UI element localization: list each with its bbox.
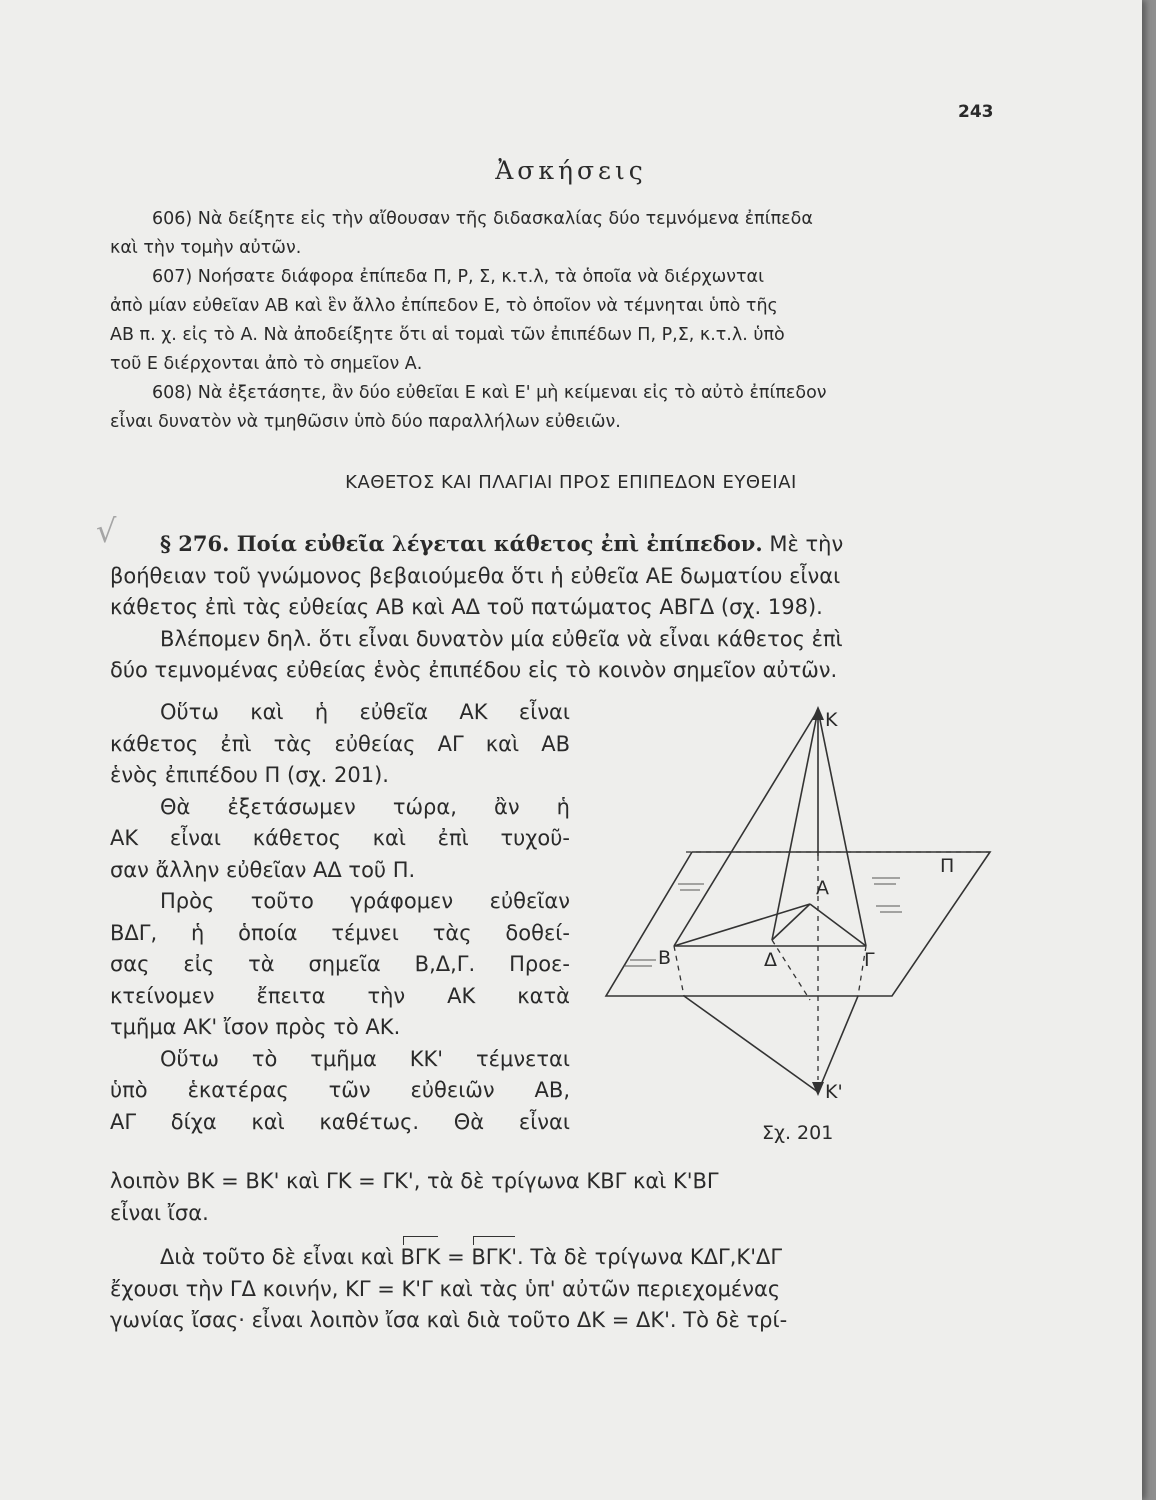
paragraph-276	[110, 528, 843, 687]
label-K: K	[825, 709, 838, 731]
exercise-607	[110, 263, 995, 379]
text-line: 608) Νὰ ἐξετάσητε, ἂν δύο εὐθεῖαι Ε καὶ Ε' μὴ κείμεναι εἰς τὸ αὐτὸ ἐπίπεδον	[152, 383, 827, 403]
text-line	[110, 528, 843, 561]
plane-outline	[606, 852, 990, 996]
exercise-606	[110, 205, 995, 263]
label-Kp: K'	[825, 1081, 843, 1103]
angle-bgkp: ΒΓΚ'	[471, 1242, 517, 1274]
text-line: ἀπὸ μίαν εὐθεῖαν ΑΒ καὶ ἓν ἄλλο ἐπίπεδον Ε, τὸ ὁποῖον νὰ τέμνηται ὑπὸ τῆς	[110, 296, 778, 316]
text-line: ΑΒ π. χ. εἰς τὸ Α. Νὰ ἀποδείξητε ὅτι αἱ τομαὶ τῶν ἐπιπέδων Π, Ρ,Σ, κ.τ.λ. ὑπὸ	[110, 325, 785, 345]
text-span: Μὲ τὴν	[762, 532, 844, 556]
text-line: ἔχουσι τὴν ΓΔ κοινήν, ΚΓ = Κ'Γ καὶ τὰς ὑπ' αὐτῶν περιεχομένας	[110, 1276, 781, 1301]
exercise-608	[110, 379, 995, 437]
text-span: Διὰ τοῦτο δὲ εἶναι καὶ	[160, 1245, 401, 1269]
figure-201	[600, 700, 1000, 1120]
text-line: σας εἰς τὰ σημεῖα Β,Δ,Γ. Προε-	[110, 952, 570, 976]
dashed-lower-D	[772, 940, 810, 1000]
full-width-text	[110, 1166, 995, 1229]
text-line: κάθετος ἐπὶ τὰς εὐθείας ΑΓ καὶ ΑΒ	[110, 731, 570, 756]
text-line: βοήθειαν τοῦ γνώμονος βεβαιούμεθα ὅτι ἡ εὐθεῖα ΑΕ δωματίου εἶναι	[110, 563, 841, 588]
label-G: Γ	[864, 949, 875, 971]
label-P: Π	[940, 855, 955, 877]
text-line: εἶναι ἴσα.	[110, 1200, 209, 1225]
text-line: δύο τεμνομένας εὐθείας ἑνὸς ἐπιπέδου εἰς τὸ κοινὸν σημεῖον αὐτῶν.	[110, 658, 838, 682]
text-line: Οὕτω τὸ τμῆμα ΚΚ' τέμνεται	[160, 1046, 570, 1071]
exercises-heading: Ἀσκήσεις	[495, 156, 647, 185]
label-A: Α	[816, 877, 829, 899]
angle-bgk: ΒΓΚ	[401, 1242, 441, 1274]
text-line: τμῆμα ΑΚ' ἴσον πρὸς τὸ ΑΚ.	[110, 1015, 401, 1039]
label-B: B	[658, 947, 672, 969]
section-title: ΚΑΘΕΤΟΣ ΚΑΙ ΠΛΑΓΙΑΙ ΠΡΟΣ ΕΠΙΠΕΔΟΝ ΕΥΘΕΙΑΙ	[345, 472, 797, 493]
text-span: . Τὰ δὲ τρίγωνα ΚΔΓ,Κ'ΔΓ	[517, 1245, 783, 1269]
segment-KG	[818, 710, 866, 946]
text-line: ἑνὸς ἐπιπέδου Π (σχ. 201).	[110, 763, 389, 787]
arrow-K	[812, 706, 824, 720]
segment-KpG	[818, 996, 858, 1092]
text-line: 607) Νοήσατε διάφορα ἐπίπεδα Π, Ρ, Σ, κ.τ.λ, τὰ ὁποῖα νὰ διέρχωνται	[152, 267, 765, 287]
text-line: καὶ τὴν τομὴν αὐτῶν.	[110, 238, 302, 258]
segment-AB	[674, 904, 810, 946]
narrow-column-text	[110, 697, 570, 1138]
text-line: ΒΔΓ, ἡ ὁποία τέμνει τὰς δοθεί-	[110, 920, 570, 945]
segment-KB	[674, 710, 818, 946]
text-line: Πρὸς τοῦτο γράφομεν εὐθεῖαν	[160, 889, 570, 913]
page-number: 243	[958, 102, 994, 122]
bottom-paragraph	[110, 1242, 995, 1337]
paragraph-title: § 276. Ποία εὐθεῖα λέγεται κάθετος ἐπὶ ἐπίπεδον.	[160, 531, 763, 556]
text-line: κάθετος ἐπὶ τὰς εὐθείας ΑΒ καὶ ΑΔ τοῦ πατώματος ΑΒΓΔ (σχ. 198).	[110, 595, 823, 619]
text-line	[110, 1242, 995, 1274]
text-line: τοῦ Ε διέρχονται ἀπὸ τὸ σημεῖον Α.	[110, 354, 423, 374]
margin-check-mark: √	[96, 512, 117, 550]
text-span: =	[440, 1245, 472, 1269]
text-line: Θὰ ἐξετάσωμεν τώρα, ἂν ἡ	[160, 794, 570, 819]
text-line: Οὕτω καὶ ἡ εὐθεῖα ΑΚ εἶναι	[160, 700, 570, 724]
text-line: σαν ἄλλην εὐθεῖαν ΑΔ τοῦ Π.	[110, 857, 416, 882]
text-line: ΑΓ δίχα καὶ καθέτως. Θὰ εἶναι	[110, 1109, 570, 1134]
dashed-lower-B	[674, 946, 684, 996]
text-line: 606) Νὰ δείξητε εἰς τὴν αἴθουσαν τῆς διδασκαλίας δύο τεμνόμενα ἐπίπεδα	[152, 209, 813, 229]
figure-caption: Σχ. 201	[762, 1122, 834, 1144]
segment-KpB	[684, 996, 818, 1092]
text-line: γωνίας ἴσας· εἶναι λοιπὸν ἴσα καὶ διὰ τοῦτο ΔΚ = ΔΚ'. Τὸ δὲ τρί-	[110, 1308, 788, 1332]
label-D: Δ	[764, 949, 777, 971]
text-line: κτείνομεν ἔπειτα τὴν ΑΚ κατὰ	[110, 983, 570, 1008]
text-line: Βλέπομεν δηλ. ὅτι εἶναι δυνατὸν μία εὐθεῖα νὰ εἶναι κάθετος ἐπὶ	[160, 626, 843, 651]
text-line: εἶναι δυνατὸν νὰ τμηθῶσιν ὑπὸ δύο παραλλήλων εὐθειῶν.	[110, 412, 621, 432]
text-line: λοιπὸν ΒΚ = ΒΚ' καὶ ΓΚ = ΓΚ', τὰ δὲ τρίγωνα ΚΒΓ καὶ Κ'ΒΓ	[110, 1169, 719, 1193]
text-line: ὑπὸ ἑκατέρας τῶν εὐθειῶν ΑΒ,	[110, 1078, 570, 1102]
text-line: ΑΚ εἶναι κάθετος καὶ ἐπὶ τυχοῦ-	[110, 826, 570, 850]
